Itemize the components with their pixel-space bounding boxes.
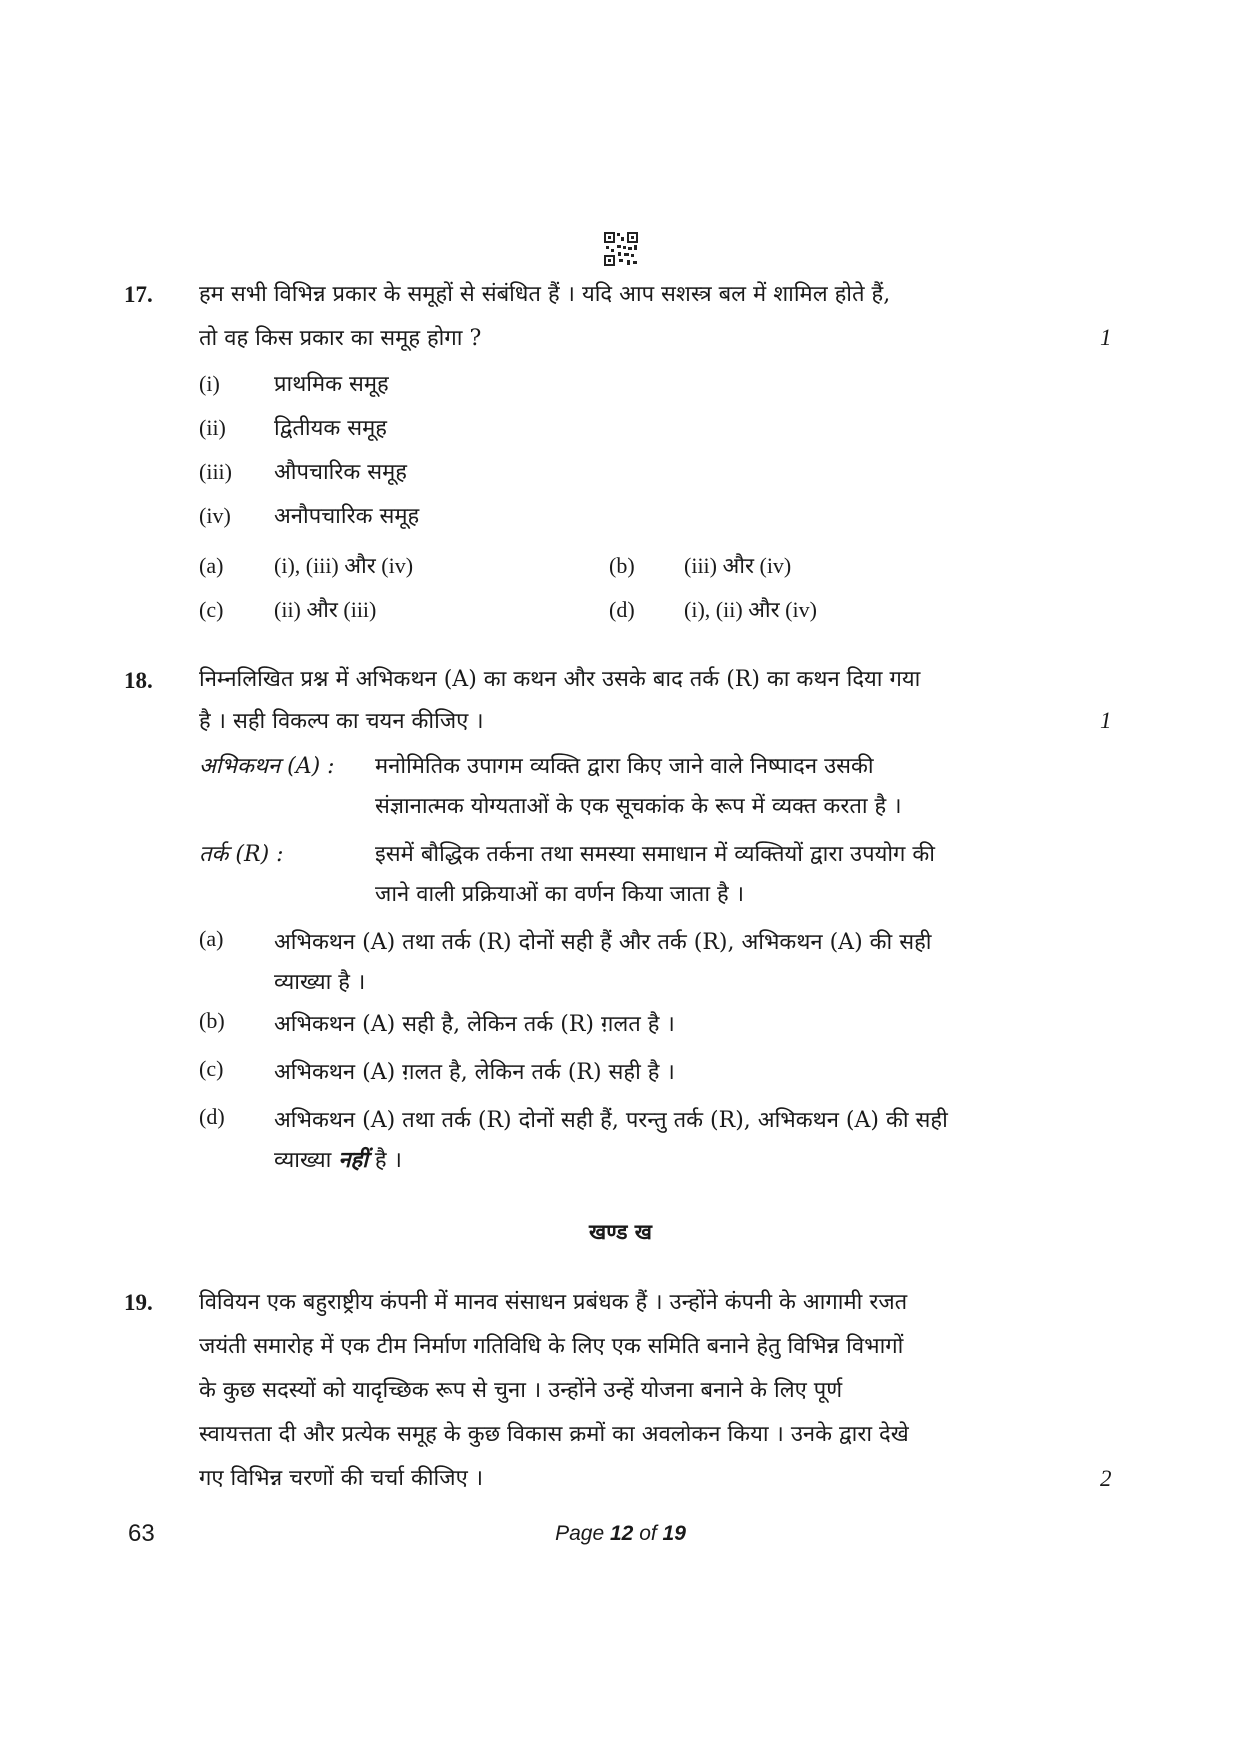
question-text: तो वह किस प्रकार का समूह होगा ? xyxy=(199,326,482,351)
question-text: निम्नलिखित प्रश्न में अभिकथन (A) का कथन और उसके बाद तर्क (R) का कथन दिया गया xyxy=(199,667,921,692)
assertion-label: अभिकथन (A) : xyxy=(199,754,335,779)
assertion-text: मनोमितिक उपागम व्यक्ति द्वारा किए जाने वाले निष्पादन उसकी xyxy=(375,754,874,779)
question-text: जयंती समारोह में एक टीम निर्माण गतिविधि के लिए एक समिति बनाने हेतु विभिन्न विभागों xyxy=(199,1334,904,1359)
marks: 1 xyxy=(1100,708,1112,733)
reason-label: तर्क (R) : xyxy=(199,842,284,867)
option-text: अभिकथन (A) तथा तर्क (R) दोनों सही हैं और तर्क (R), अभिकथन (A) की सही xyxy=(274,930,932,955)
qr-code-icon xyxy=(603,231,639,267)
assertion-text: संज्ञानात्मक योग्यताओं के एक सूचकांक के रूप में व्यक्त करता है । xyxy=(375,794,902,819)
option-text: अभिकथन (A) सही है, लेकिन तर्क (R) ग़लत है । xyxy=(274,1012,675,1037)
list-item: (ii) द्वितीयक समूह xyxy=(199,415,387,441)
option-text: व्याख्या नहीं है । xyxy=(274,1147,402,1173)
marks: 2 xyxy=(1100,1466,1112,1491)
reason-text: इसमें बौद्धिक तर्कना तथा समस्या समाधान में व्यक्तियों द्वारा उपयोग की xyxy=(375,842,936,867)
option-label: (c) xyxy=(199,1056,224,1081)
reason-text: जाने वाली प्रक्रियाओं का वर्णन किया जाता है । xyxy=(375,882,745,907)
list-item: (iv) अनौपचारिक समूह xyxy=(199,503,420,529)
question-number: 17. xyxy=(124,282,153,307)
option-label: (a) xyxy=(199,926,224,951)
marks: 1 xyxy=(1100,325,1112,350)
option-label: (b) xyxy=(199,1008,225,1033)
option-label: (d) xyxy=(199,1104,225,1129)
question-text: स्वायत्तता दी और प्रत्येक समूह के कुछ विकास क्रमों का अवलोकन किया । उनके द्वारा देखे xyxy=(199,1422,909,1447)
question-number: 19. xyxy=(124,1290,153,1315)
question-text: के कुछ सदस्यों को यादृच्छिक रूप से चुना । उन्होंने उन्हें योजना बनाने के लिए पूर्ण xyxy=(199,1378,843,1403)
option-a: (a) (i), (iii) और (iv) xyxy=(199,553,414,578)
question-text: विवियन एक बहुराष्ट्रीय कंपनी में मानव संसाधन प्रबंधक हैं । उन्होंने कंपनी के आगामी रजत xyxy=(199,1290,908,1315)
question-text: है । सही विकल्प का चयन कीजिए । xyxy=(199,709,484,734)
question-text: हम सभी विभिन्न प्रकार के समूहों से संबंधित हैं । यदि आप सशस्त्र बल में शामिल होते हैं, xyxy=(199,282,891,307)
list-item: (iii) औपचारिक समूह xyxy=(199,459,407,485)
question-number: 18. xyxy=(124,668,153,693)
section-heading: खण्ड ख xyxy=(589,1219,652,1244)
option-text: अभिकथन (A) तथा तर्क (R) दोनों सही हैं, परन्तु तर्क (R), अभिकथन (A) की सही xyxy=(274,1108,948,1133)
option-text: व्याख्या है । xyxy=(274,970,366,995)
option-c: (c) (ii) और (iii) xyxy=(199,597,377,622)
paper-code: 63 xyxy=(128,1520,155,1547)
page-number: Page 12 of 19 xyxy=(555,1522,686,1545)
option-d: (d) (i), (ii) और (iv) xyxy=(609,597,817,622)
list-item: (i) प्राथमिक समूह xyxy=(199,371,389,397)
option-text: अभिकथन (A) ग़लत है, लेकिन तर्क (R) सही है । xyxy=(274,1060,675,1085)
option-b: (b) (iii) और (iv) xyxy=(609,553,792,578)
emphasis-text: नहीं xyxy=(338,1147,368,1173)
question-text: गए विभिन्न चरणों की चर्चा कीजिए । xyxy=(199,1466,484,1491)
